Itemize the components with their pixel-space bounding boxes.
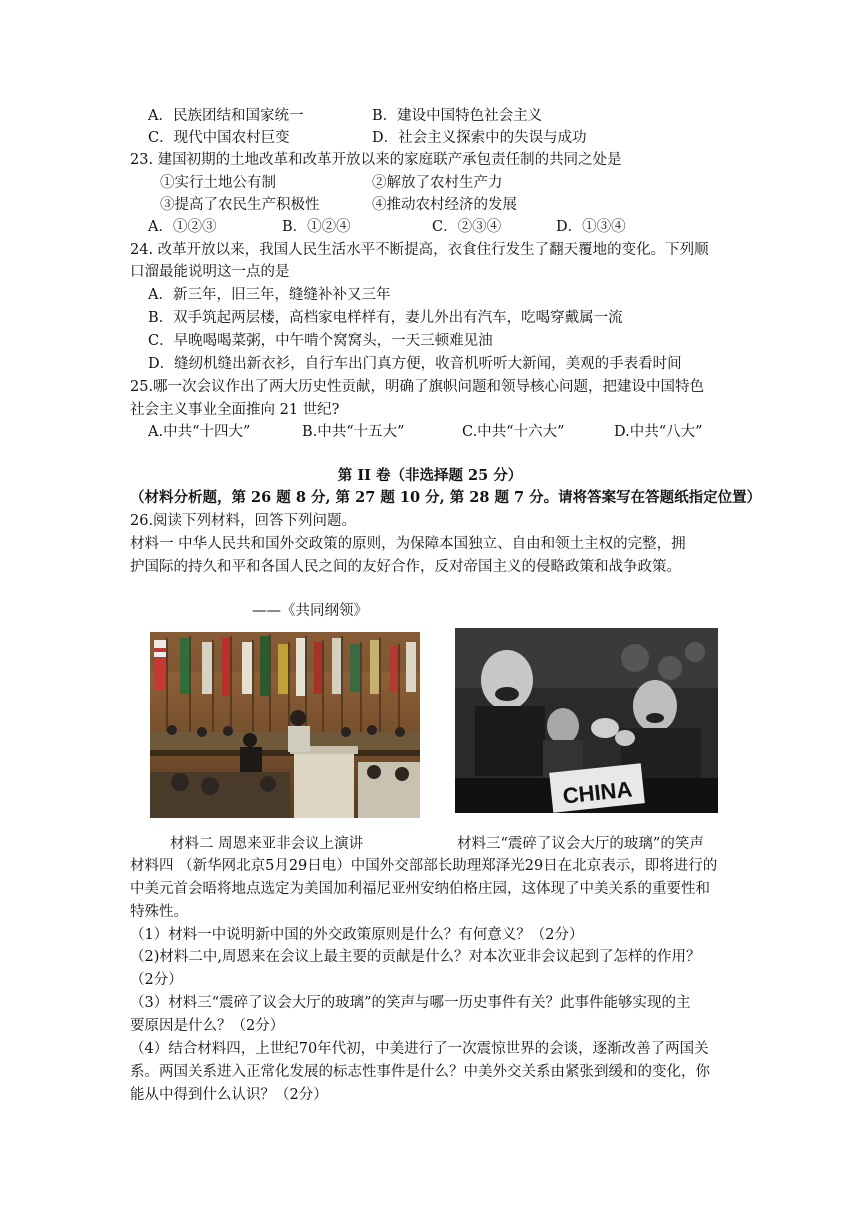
photo-zhou-enlai-speech bbox=[150, 632, 420, 818]
section-2-title: 第 II 卷（非选择题 25 分） bbox=[337, 467, 523, 484]
q23-statement-2: ②解放了农村生产力 bbox=[372, 175, 503, 191]
q25-option-c: C.中共“十六大” bbox=[462, 424, 565, 440]
q22-option-b: B．建设中国特色社会主义 bbox=[372, 108, 543, 124]
q26-subquestion-3-line1: （3）材料三“震碎了议会大厅的玻璃”的笑声与哪一历史事件有关？此事件能够实现的主 bbox=[130, 995, 691, 1011]
q25-option-a: A.中共“十四大” bbox=[148, 424, 251, 440]
china-sign: CHINA bbox=[561, 776, 634, 809]
q23-option-a: A．①②③ bbox=[148, 219, 217, 235]
q23-option-c: C．②③④ bbox=[432, 219, 502, 235]
q26-material-1-line1: 材料一 中华人民共和国外交政策的原则，为保障本国独立、自由和领土主权的完整，拥 bbox=[130, 536, 686, 552]
q24-option-c: C．早晚喝喝菜粥，中午啃个窝窝头，一天三顿难见油 bbox=[148, 333, 493, 349]
q23-option-b: B．①②④ bbox=[282, 219, 351, 235]
section-2-note: （材料分析题，第 26 题 8 分, 第 27 题 10 分, 第 28 题 7 分。请将答案写在答题纸指定位置） bbox=[130, 489, 762, 506]
q23-statement-4: ④推动农村经济的发展 bbox=[372, 197, 517, 213]
q24-stem-line2: 口溜最能说明这一点的是 bbox=[130, 264, 290, 280]
caption-material-3: 材料三“震碎了议会大厅的玻璃”的笑声 bbox=[457, 836, 704, 852]
q23-option-d: D．①③④ bbox=[556, 219, 626, 235]
q26-subquestion-4-line3: 能从中得到什么认识？（2分） bbox=[130, 1087, 328, 1103]
q24-stem-line1: 24. 改革开放以来，我国人民生活水平不断提高，衣食住行发生了翻天覆地的变化。下列顺 bbox=[130, 242, 709, 258]
q23-statement-3: ③提高了农民生产积极性 bbox=[160, 197, 320, 213]
q26-subquestion-4-line2: 系。两国关系进入正常化发展的标志性事件是什么？中美外交关系由紧张到缓和的变化，你 bbox=[130, 1064, 710, 1080]
q25-stem-line2: 社会主义事业全面推向 21 世纪? bbox=[130, 402, 340, 418]
q25-option-d: D.中共“八大” bbox=[614, 424, 703, 440]
q26-material-4-line2: 中美元首会晤将地点选定为美国加利福尼亚州安纳伯格庄园，这体现了中美关系的重要性和 bbox=[130, 881, 710, 897]
q26-subquestion-3-line2: 要原因是什么？（2分） bbox=[130, 1018, 285, 1034]
q26-material-1-line2: 护国际的持久和平和各国人民之间的友好合作，反对帝国主义的侵略政策和战争政策。 bbox=[130, 559, 681, 575]
q25-option-b: B.中共“十五大” bbox=[302, 424, 405, 440]
q26-subquestion-2-line2: （2分） bbox=[130, 972, 183, 988]
photo-un-laughter bbox=[455, 628, 718, 813]
q26-material-1-source: ——《共同纲领》 bbox=[252, 603, 368, 619]
q22-option-c: C．现代中国农村巨变 bbox=[148, 130, 290, 146]
q22-option-d: D．社会主义探索中的失误与成功 bbox=[372, 130, 587, 146]
q24-option-a: A．新三年，旧三年，缝缝补补又三年 bbox=[148, 287, 391, 303]
q22-option-a: A．民族团结和国家统一 bbox=[148, 108, 304, 124]
q26-material-4-line3: 特殊性。 bbox=[130, 904, 188, 920]
q26-subquestion-4-line1: （4）结合材料四，上世纪70年代初，中美进行了一次震惊世界的会谈，逐渐改善了两国关 bbox=[130, 1041, 709, 1057]
q23-stem: 23. 建国初期的土地改革和改革开放以来的家庭联产承包责任制的共同之处是 bbox=[130, 152, 622, 168]
q24-option-b: B．双手筑起两层楼，高档家电样样有，妻儿外出有汽车，吃喝穿戴属一流 bbox=[148, 310, 623, 326]
q25-stem-line1: 25.哪一次会议作出了两大历史性贡献，明确了旗帜问题和领导核心问题，把建设中国特色 bbox=[130, 379, 705, 395]
q26-stem: 26.阅读下列材料，回答下列问题。 bbox=[130, 513, 357, 529]
q26-subquestion-1: （1）材料一中说明新中国的外交政策原则是什么？有何意义？（2分） bbox=[130, 927, 584, 943]
q26-subquestion-2-line1: （2)材料二中,周恩来在会议上最主要的贡献是什么？对本次亚非会议起到了怎样的作用？ bbox=[130, 949, 701, 965]
q26-material-4-line1: 材料四 （新华网北京5月29日电）中国外交部部长助理郑泽光29日在北京表示，即将进行的 bbox=[130, 858, 718, 874]
caption-material-2: 材料二 周恩来亚非会议上演讲 bbox=[170, 836, 364, 852]
q23-statement-1: ①实行土地公有制 bbox=[160, 175, 276, 191]
q24-option-d: D．缝纫机缝出新衣衫，自行车出门真方便，收音机听听大新闻，美观的手表看时间 bbox=[148, 356, 682, 372]
